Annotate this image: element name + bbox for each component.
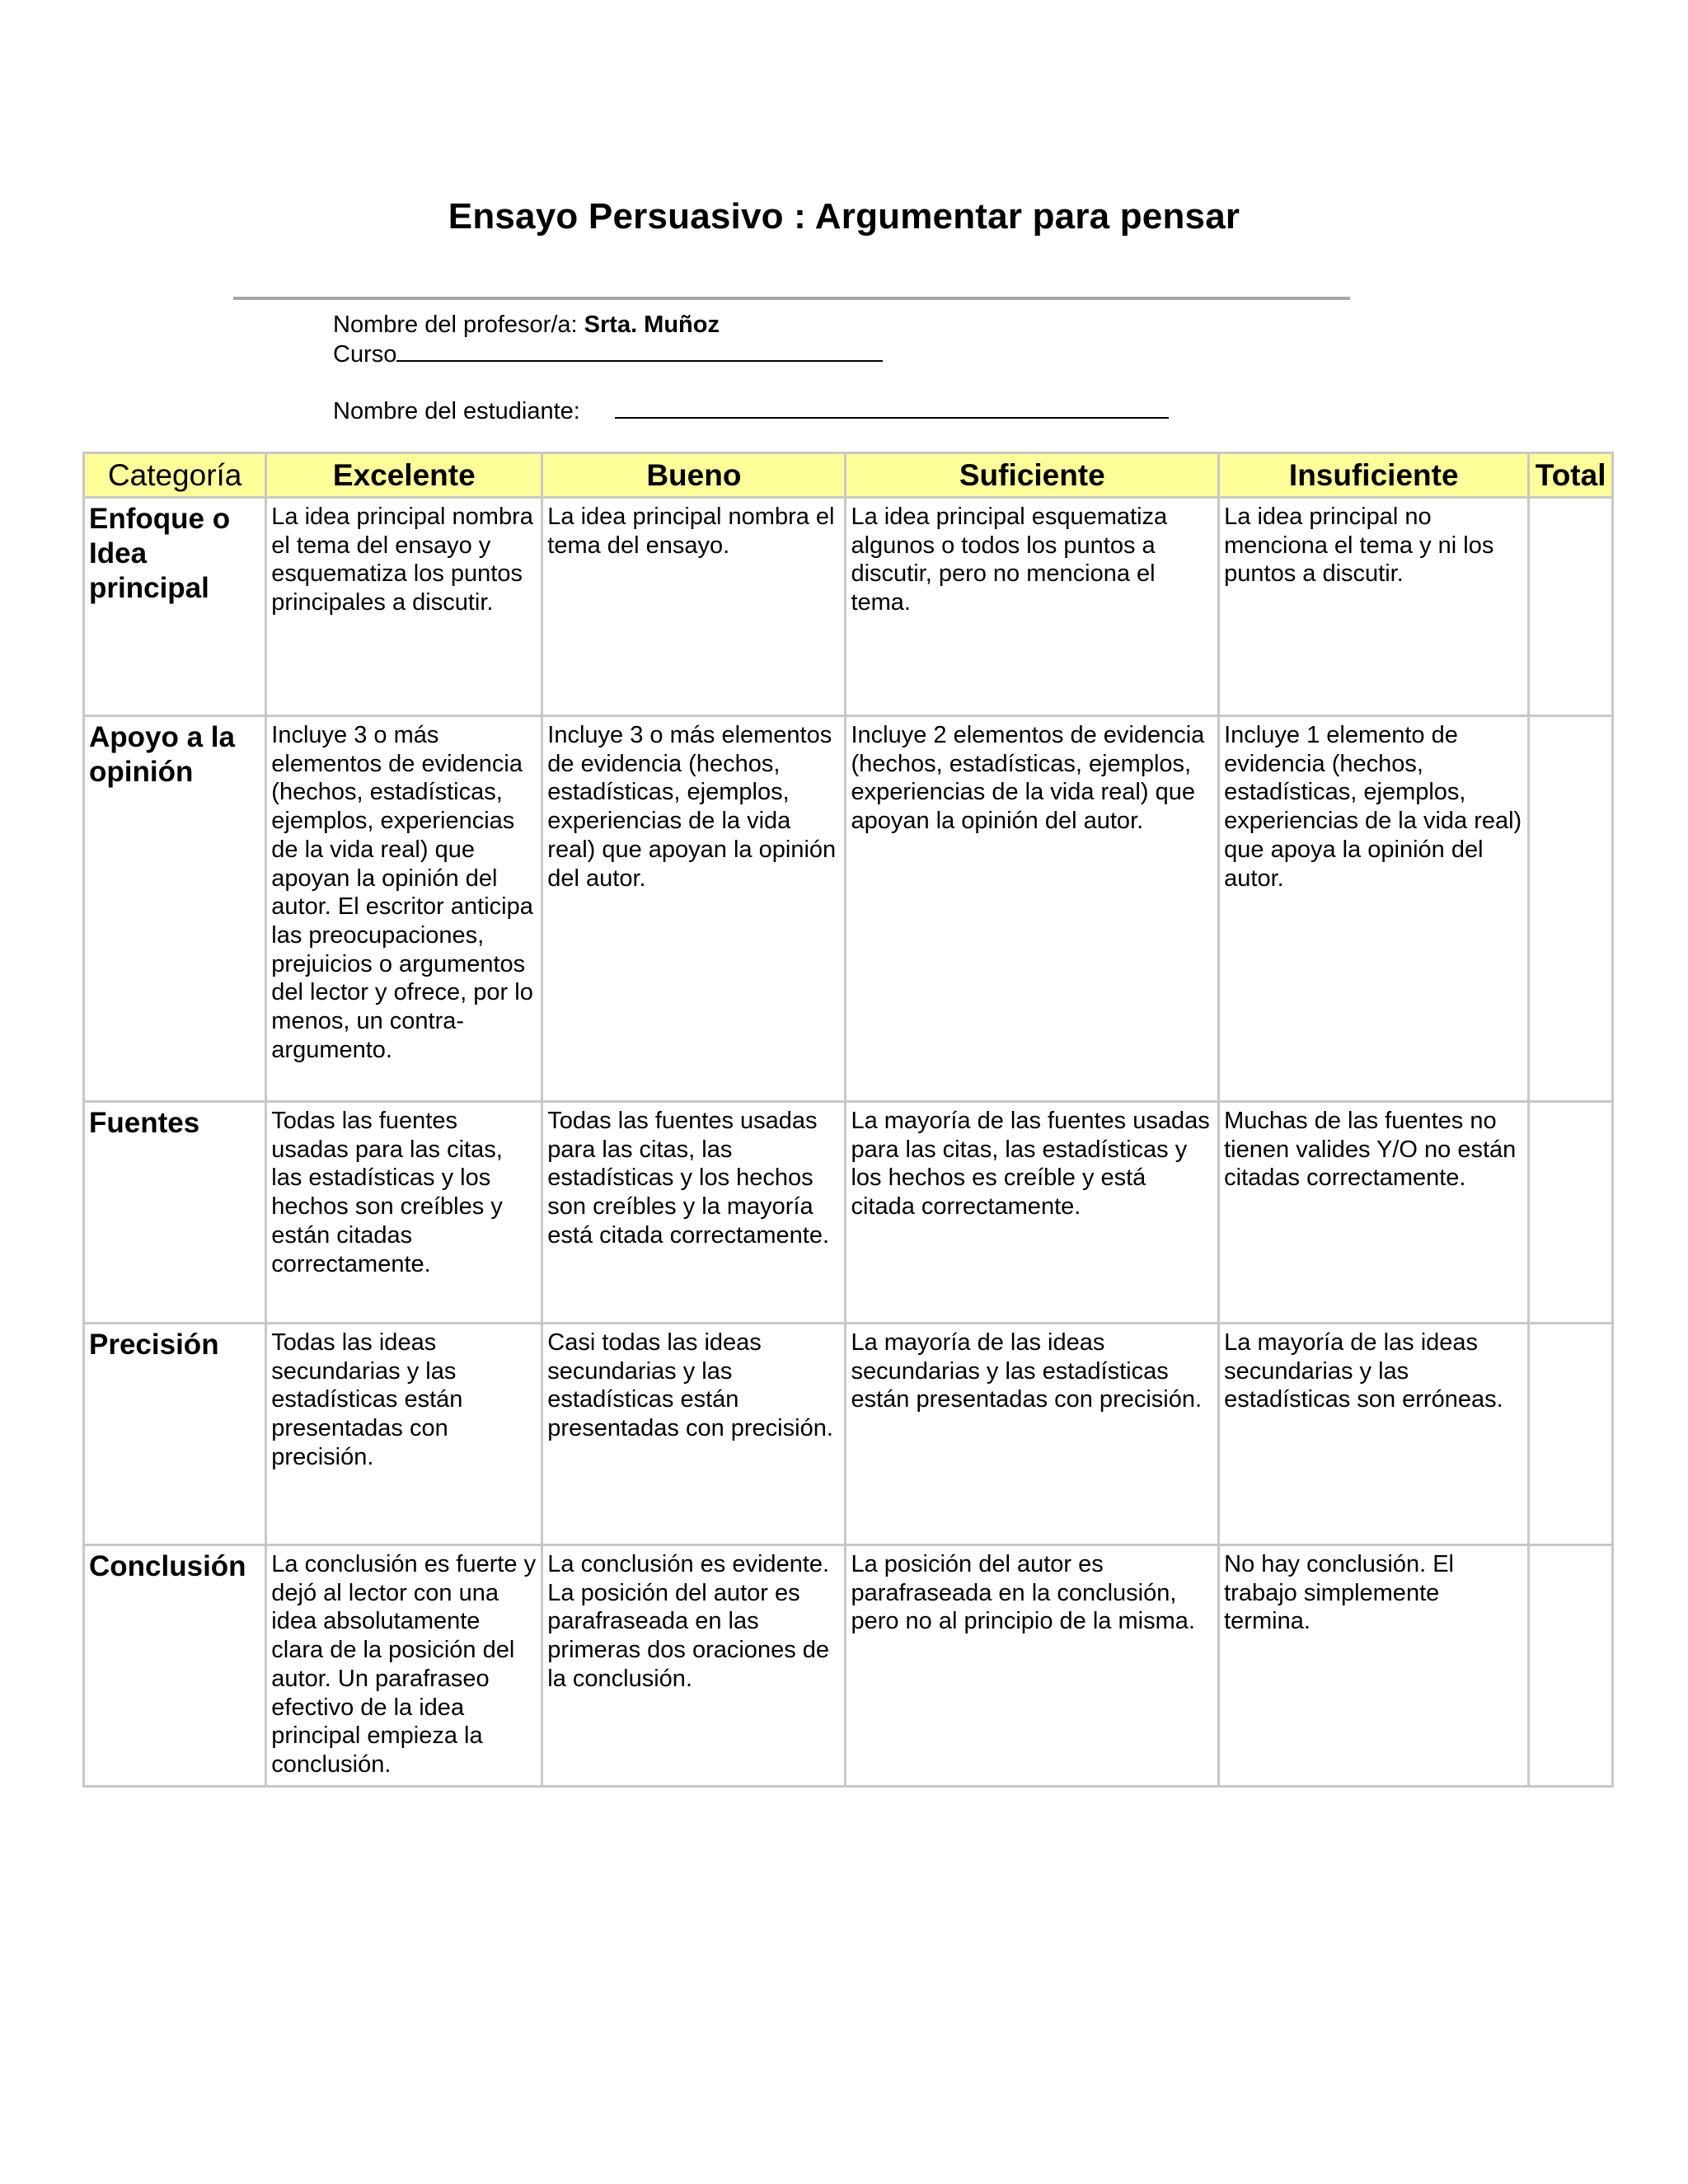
cell-total[interactable] [1529, 1545, 1613, 1787]
row-category: Enfoque o Idea principal [84, 498, 266, 716]
course-line [333, 340, 883, 368]
cell-excelente: La idea principal nombra el tema del ensayo y esquematiza los puntos principales a discutir. [266, 498, 542, 716]
row-category: Conclusión [84, 1545, 266, 1787]
cell-total[interactable] [1529, 1102, 1613, 1324]
row-category: Apoyo a la opinión [84, 716, 266, 1102]
cell-suficiente: La mayoría de las ideas secundarias y las estadísticas están presentadas con precisión. [846, 1324, 1219, 1545]
rubric-table [82, 452, 1614, 1788]
cell-total[interactable] [1529, 498, 1613, 716]
cell-suficiente: La idea principal esquematiza algunos o todos los puntos a discutir, pero no menciona el tema. [846, 498, 1219, 716]
cell-insuficiente: No hay conclusión. El trabajo simplemente termina. [1219, 1545, 1529, 1787]
student-label: Nombre del estudiante: [333, 398, 580, 424]
cell-insuficiente: La idea principal no menciona el tema y ni los puntos a discutir. [1219, 498, 1529, 716]
cell-excelente: Todas las ideas secundarias y las estadísticas están presentadas con precisión. [266, 1324, 542, 1545]
student-blank[interactable] [615, 399, 1169, 419]
header-excelente: Excelente [266, 453, 542, 498]
cell-excelente: La conclusión es fuerte y dejó al lector con una idea absolutamente clara de la posición del autor. Un parafraseo efectivo de la idea principal empieza la conclusión. [266, 1545, 542, 1787]
title-divider [233, 297, 1350, 300]
cell-insuficiente: La mayoría de las ideas secundarias y las estadísticas son erróneas. [1219, 1324, 1529, 1545]
header-suficiente: Suficiente [846, 453, 1219, 498]
table-row [84, 1324, 1613, 1545]
table-row [84, 1102, 1613, 1324]
cell-total[interactable] [1529, 1324, 1613, 1545]
table-row [84, 716, 1613, 1102]
header-categoria: Categoría [84, 453, 266, 498]
row-category: Precisión [84, 1324, 266, 1545]
header-total: Total [1529, 453, 1613, 498]
cell-bueno: Incluye 3 o más elementos de evidencia (hechos, estadísticas, ejemplos, experiencias de la vida real) que apoyan la opinión del autor. [542, 716, 846, 1102]
cell-excelente: Todas las fuentes usadas para las citas, las estadísticas y los hechos son creíbles y están citadas correctamente. [266, 1102, 542, 1324]
cell-bueno: Todas las fuentes usadas para las citas, las estadísticas y los hechos son creíbles y la mayoría está citada correctamente. [542, 1102, 846, 1324]
cell-suficiente: Incluye 2 elementos de evidencia (hechos, estadísticas, ejemplos, experiencias de la vida real) que apoyan la opinión del autor. [846, 716, 1219, 1102]
cell-bueno: La conclusión es evidente. La posición del autor es parafraseada en las primeras dos oraciones de la conclusión. [542, 1545, 846, 1787]
teacher-name: Srta. Muñoz [584, 312, 720, 338]
header-insuficiente: Insuficiente [1219, 453, 1529, 498]
teacher-label: Nombre del profesor/a: [333, 312, 584, 338]
cell-total[interactable] [1529, 716, 1613, 1102]
cell-suficiente: La posición del autor es parafraseada en la conclusión, pero no al principio de la misma. [846, 1545, 1219, 1787]
table-row [84, 498, 1613, 716]
table-header-row [84, 453, 1613, 498]
cell-bueno: Casi todas las ideas secundarias y las estadísticas están presentadas con precisión. [542, 1324, 846, 1545]
cell-insuficiente: Incluye 1 elemento de evidencia (hechos, estadísticas, ejemplos, experiencias de la vida real) que apoya la opinión del autor. [1219, 716, 1529, 1102]
header-bueno: Bueno [542, 453, 846, 498]
cell-insuficiente: Muchas de las fuentes no tienen valides Y/O no están citadas correctamente. [1219, 1102, 1529, 1324]
teacher-line [333, 311, 720, 339]
row-category: Fuentes [84, 1102, 266, 1324]
course-blank[interactable] [396, 342, 883, 362]
page-title: Ensayo Persuasivo : Argumentar para pensar [448, 196, 1240, 237]
cell-bueno: La idea principal nombra el tema del ensayo. [542, 498, 846, 716]
table-row [84, 1545, 1613, 1787]
cell-excelente: Incluye 3 o más elementos de evidencia (hechos, estadísticas, ejemplos, experiencias de la vida real) que apoyan la opinión del autor. El escritor anticipa las preocupaciones, prejuicios o argumentos del lector y ofrece, por lo menos, un contra-argumento. [266, 716, 542, 1102]
course-label: Curso [333, 341, 397, 368]
cell-suficiente: La mayoría de las fuentes usadas para las citas, las estadísticas y los hechos es creíble y está citada correctamente. [846, 1102, 1219, 1324]
student-line [333, 397, 1169, 425]
